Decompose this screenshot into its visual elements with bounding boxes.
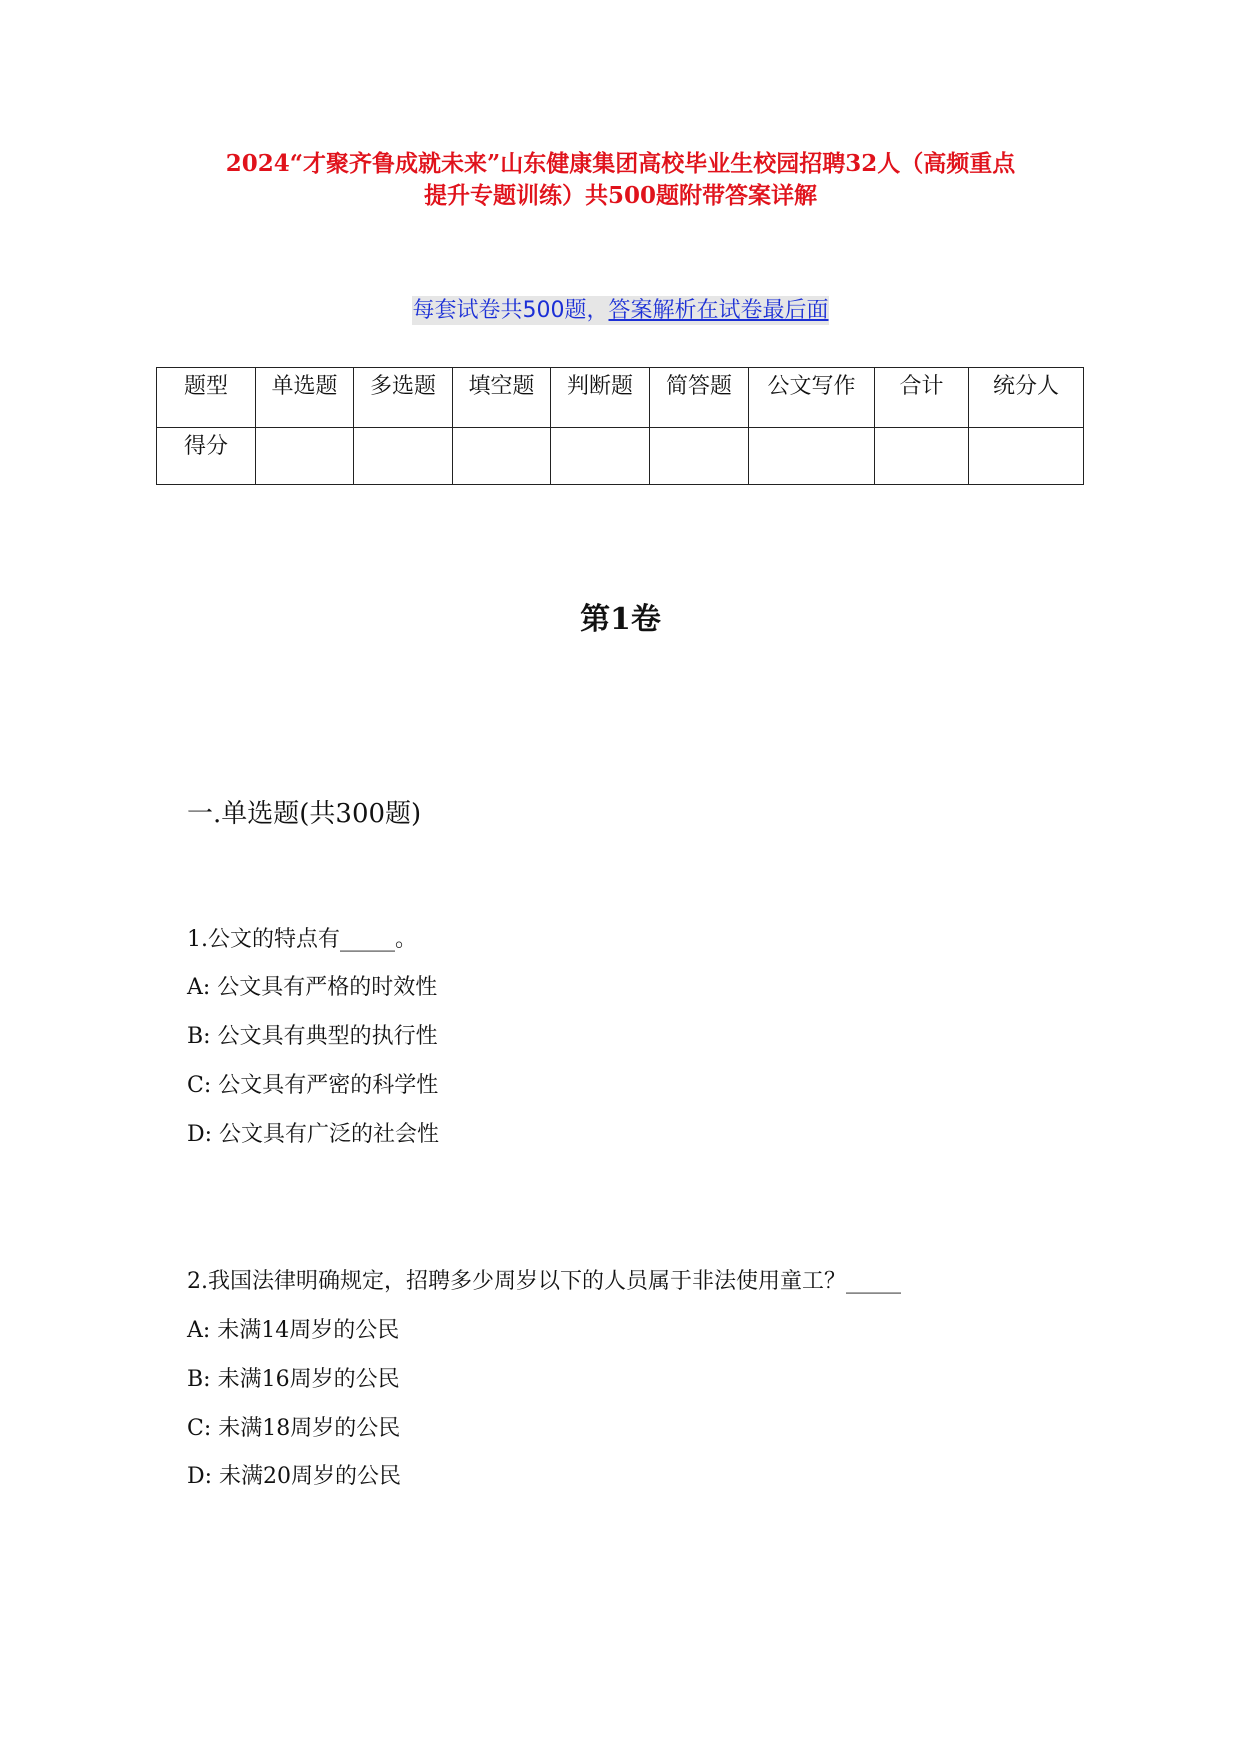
header-cell: 判断题 [551,368,650,428]
question-1-option-a: A: 公文具有严格的时效性 [187,975,438,1000]
score-cell[interactable] [650,428,749,485]
document-title-line-1: 2024“才聚齐鲁成就未来”山东健康集团高校毕业生校园招聘32人（高频重点 [225,150,1016,177]
subtitle [0,296,1241,326]
header-cell: 填空题 [453,368,551,428]
header-cell: 公文写作 [749,368,875,428]
header-cell: 简答题 [650,368,749,428]
question-2-option-b: B: 未满16周岁的公民 [187,1367,400,1392]
header-cell: 合计 [875,368,969,428]
question-1-option-b: B: 公文具有典型的执行性 [187,1024,438,1049]
score-cell[interactable] [969,428,1084,485]
score-cell[interactable] [256,428,354,485]
question-2-option-d: D: 未满20周岁的公民 [187,1464,402,1489]
header-cell: 统分人 [969,368,1084,428]
header-cell: 单选题 [256,368,354,428]
score-table [156,367,1084,485]
question-2-option-c: C: 未满18周岁的公民 [187,1416,401,1441]
score-table-score-row [157,428,1084,485]
answer-location-link[interactable]: 答案解析在试卷最后面 [608,298,829,323]
score-table-header-row [157,368,1084,428]
document-title [150,148,1091,212]
section-title: 一.单选题(共300题) [187,799,422,829]
score-cell[interactable] [749,428,875,485]
volume-title: 第1卷 [580,602,661,637]
question-1-stem: 1.公文的特点有_____。 [187,927,417,952]
header-cell: 多选题 [354,368,453,428]
question-1-option-d: D: 公文具有广泛的社会性 [187,1122,440,1147]
subtitle-text: 每套试卷共500题， [412,298,609,323]
subtitle-highlight [412,296,828,325]
question-2-option-a: A: 未满14周岁的公民 [187,1318,400,1343]
score-cell[interactable] [551,428,650,485]
document-title-line-2: 提升专题训练）共500题附带答案详解 [423,182,817,209]
score-cell[interactable] [354,428,453,485]
score-cell[interactable] [453,428,551,485]
score-cell[interactable] [875,428,969,485]
score-row-label: 得分 [157,428,256,485]
question-1-option-c: C: 公文具有严密的科学性 [187,1073,439,1098]
question-2-stem: 2.我国法律明确规定，招聘多少周岁以下的人员属于非法使用童工？_____ [187,1269,901,1294]
header-cell: 题型 [157,368,256,428]
